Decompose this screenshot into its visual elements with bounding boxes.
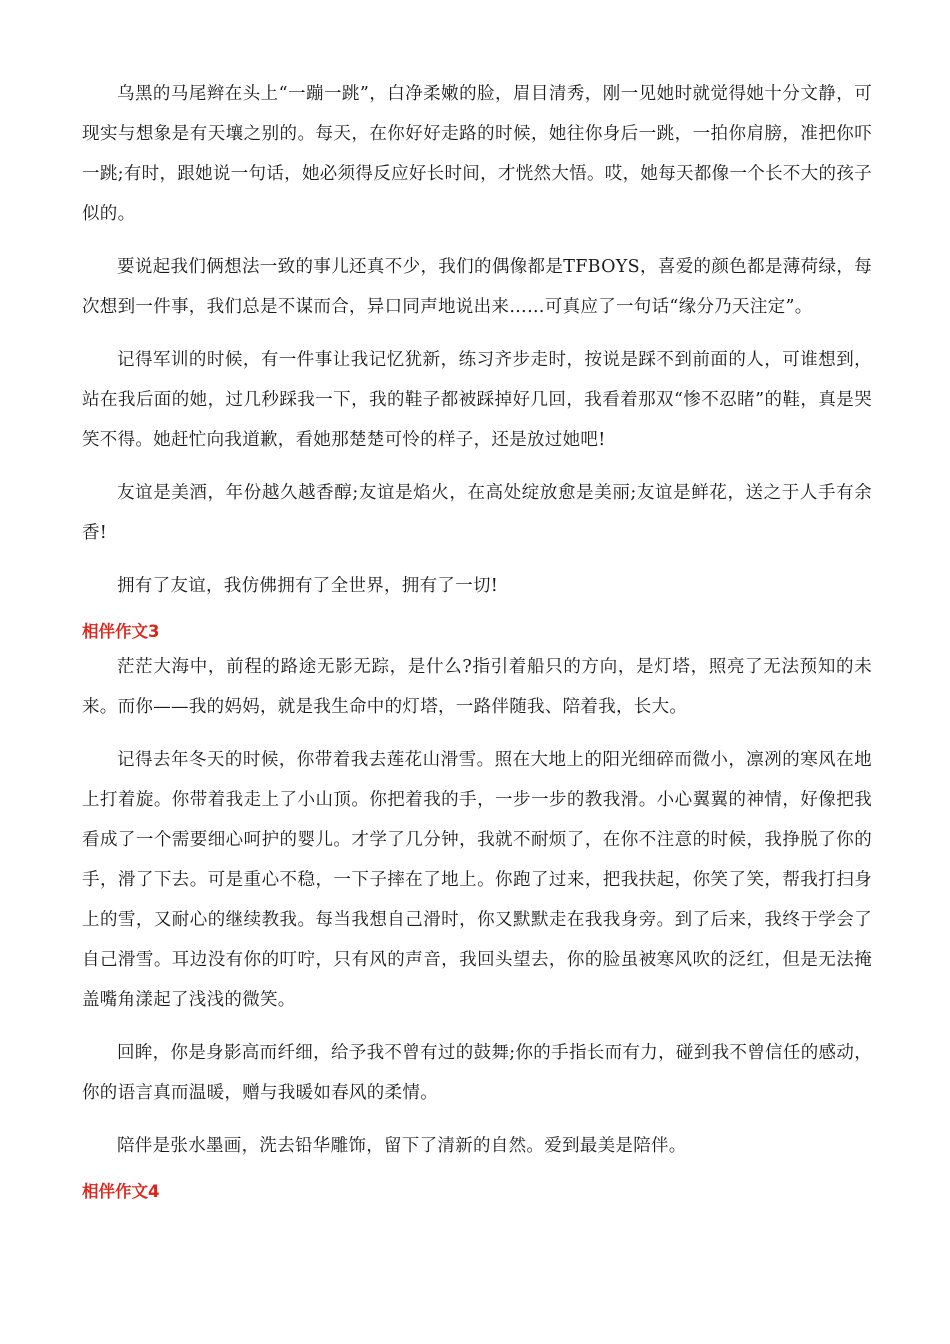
paragraph: 拥有了友谊，我仿佛拥有了全世界，拥有了一切! [117, 576, 499, 596]
paragraph: 回眸，你是身影高而纤细，给予我不曾有过的鼓舞;你的手指长而有力，碰到我不曾信任的感动，你的语言真而温暖，赠与我暖如春风的柔情。 [82, 1043, 872, 1103]
section-heading: 相伴作文4 [82, 1182, 160, 1201]
paragraph: 记得去年冬天的时候，你带着我去莲花山滑雪。照在大地上的阳光细碎而微小，凛冽的寒风在地上打着旋。你带着我走上了小山顶。你把着我的手，一步一步的教我滑。小心翼翼的神情，好像把我看成了一个需要细心呵护的婴儿。才学了几分钟，我就不耐烦了，在你不注意的时候，我挣脱了你的手，滑了下去。可是重心不稳，一下子摔在了地上。你跑了过来，把我扶起，你笑了笑，帮我打扫身上的雪，又耐心的继续教我。每当我想自己滑时，你又默默走在我我身旁。到了后来，我终于学会了自己滑雪。耳边没有你的叮咛，只有风的声音，我回头望去，你的脸虽被寒风吹的泛红，但是无法掩盖嘴角漾起了浅浅的微笑。 [82, 750, 872, 1010]
section-heading: 相伴作文3 [82, 622, 160, 641]
paragraph: 乌黑的马尾辫在头上“一蹦一跳”，白净柔嫩的脸，眉目清秀，刚一见她时就觉得她十分文静，可现实与想象是有天壤之别的。每天，在你好好走路的时候，她往你身后一跳，一拍你肩膀，准把你吓一跳;有时，跟她说一句话，她必须得反应好长时间，才恍然大悟。哎，她每天都像一个长不大的孩子似的。 [82, 84, 872, 224]
paragraph: 陪伴是张水墨画，洗去铅华雕饰，留下了清新的自然。爱到最美是陪伴。 [117, 1136, 687, 1156]
paragraph: 要说起我们俩想法一致的事儿还真不少，我们的偶像都是TFBOYS，喜爱的颜色都是薄荷绿，每次想到一件事，我们总是不谋而合，异口同声地说出来……可真应了一句话“缘分乃天注定”。 [82, 257, 872, 317]
paragraph: 茫茫大海中，前程的路途无影无踪，是什么?指引着船只的方向，是灯塔，照亮了无法预知的未来。而你——我的妈妈，就是我生命中的灯塔，一路伴随我、陪着我，长大。 [82, 657, 872, 717]
document-body [82, 74, 872, 1207]
paragraph: 友谊是美酒，年份越久越香醇;友谊是焰火，在高处绽放愈是美丽;友谊是鲜花，送之于人手有余香! [82, 483, 872, 543]
paragraph: 记得军训的时候，有一件事让我记忆犹新，练习齐步走时，按说是踩不到前面的人，可谁想到，站在我后面的她，过几秒踩我一下，我的鞋子都被踩掉好几回，我看着那双“惨不忍睹”的鞋，真是哭笑不得。她赶忙向我道歉，看她那楚楚可怜的样子，还是放过她吧! [82, 350, 872, 450]
